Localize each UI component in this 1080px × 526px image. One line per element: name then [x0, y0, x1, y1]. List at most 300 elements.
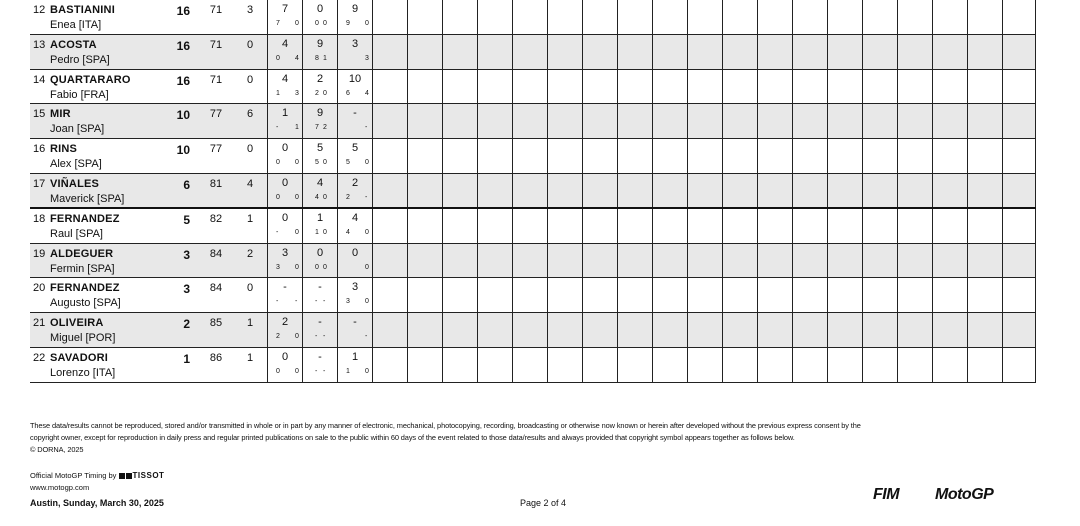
- rider-position: 19: [33, 247, 46, 260]
- race-total-points: 2: [351, 176, 359, 189]
- race-main-points: 2: [346, 193, 350, 201]
- empty-race-cell: [582, 35, 617, 69]
- points-gap-previous: 0: [246, 282, 254, 295]
- sprint-points: -: [323, 367, 326, 375]
- rider-position: 17: [33, 177, 46, 190]
- empty-race-cell: [407, 104, 442, 138]
- race-main-points: -: [315, 298, 318, 306]
- rider-firstname-nation: Maverick [SPA]: [50, 192, 125, 205]
- race-main-points: 3: [346, 298, 350, 306]
- empty-race-cell: [442, 278, 477, 312]
- race-total-points: 0: [316, 246, 324, 259]
- race-points-cell: [267, 278, 302, 312]
- empty-race-cell: [1002, 174, 1037, 207]
- empty-race-cell: [407, 70, 442, 104]
- tissot-logo: TISSOT: [119, 471, 165, 480]
- sprint-points: -: [365, 124, 368, 132]
- empty-race-cell: [582, 348, 617, 382]
- empty-race-cell: [862, 35, 897, 69]
- table-row: [30, 70, 1036, 105]
- empty-race-cell: [967, 174, 1002, 207]
- empty-race-cell: [442, 139, 477, 173]
- empty-race-cell: [477, 278, 512, 312]
- points-gap-leader: 86: [209, 351, 223, 364]
- empty-race-cell: [722, 209, 757, 243]
- empty-race-cell: [652, 104, 687, 138]
- points-gap-previous: 2: [246, 247, 254, 260]
- rider-firstname-nation: Pedro [SPA]: [50, 53, 110, 66]
- race-points-cell: [302, 0, 337, 34]
- empty-race-cell: [547, 348, 582, 382]
- table-row: [30, 35, 1036, 70]
- race-points-cell: [302, 313, 337, 347]
- table-row: [30, 278, 1036, 313]
- empty-race-cell: [757, 209, 792, 243]
- empty-race-cell: [722, 139, 757, 173]
- race-main-points: 4: [346, 228, 350, 236]
- empty-race-cell: [722, 0, 757, 34]
- race-total-points: 3: [281, 246, 289, 259]
- empty-race-cell: [582, 278, 617, 312]
- empty-race-cell: [407, 0, 442, 34]
- race-points-cell: [302, 174, 337, 207]
- empty-race-cell: [792, 0, 827, 34]
- sprint-points: -: [295, 298, 298, 306]
- points-gap-previous: 1: [246, 212, 254, 225]
- table-row: [30, 0, 1036, 35]
- race-points-cell: [337, 244, 372, 278]
- empty-race-cell: [1002, 70, 1037, 104]
- empty-race-cell: [652, 0, 687, 34]
- sprint-points: 0: [323, 89, 327, 97]
- race-total-points: 2: [281, 316, 289, 329]
- points-gap-leader: 84: [209, 247, 223, 260]
- race-total-points: 0: [281, 176, 289, 189]
- race-total-points: 10: [348, 72, 362, 85]
- empty-race-cell: [582, 174, 617, 207]
- rider-position: 13: [33, 38, 46, 51]
- empty-race-cell: [617, 0, 652, 34]
- rider-surname: RINS: [50, 143, 78, 156]
- empty-race-cell: [477, 209, 512, 243]
- empty-race-cell: [442, 70, 477, 104]
- empty-race-cell: [547, 313, 582, 347]
- empty-race-cell: [827, 278, 862, 312]
- table-row: [30, 209, 1036, 244]
- points-gap-previous: 0: [246, 73, 254, 86]
- rider-points: 1: [183, 351, 190, 366]
- empty-race-cell: [477, 0, 512, 34]
- empty-race-cell: [897, 278, 932, 312]
- empty-race-cell: [827, 209, 862, 243]
- row-right-border: [1035, 35, 1036, 69]
- empty-race-cell: [757, 313, 792, 347]
- empty-race-cell: [722, 348, 757, 382]
- race-main-points: 6: [346, 89, 350, 97]
- standings-table: [30, 0, 1036, 383]
- empty-race-cell: [512, 244, 547, 278]
- rider-surname: SAVADORI: [50, 351, 109, 364]
- rider-firstname-nation: Joan [SPA]: [50, 123, 105, 136]
- empty-race-cell: [582, 313, 617, 347]
- empty-race-cell: [792, 104, 827, 138]
- rider-surname: FERNANDEZ: [50, 212, 120, 225]
- rider-position: 16: [33, 143, 46, 156]
- race-points-cell: [337, 35, 372, 69]
- empty-race-cell: [967, 348, 1002, 382]
- rider-points: 5: [183, 212, 190, 227]
- sprint-points: 0: [323, 193, 327, 201]
- race-points-cell: [267, 209, 302, 243]
- sprint-points: 0: [365, 298, 369, 306]
- race-main-points: 0: [276, 54, 280, 62]
- empty-race-cell: [932, 278, 967, 312]
- sprint-points: 0: [295, 367, 299, 375]
- rider-position: 12: [33, 4, 46, 16]
- empty-race-cell: [442, 209, 477, 243]
- empty-race-cell: [722, 313, 757, 347]
- copyright: © DORNA, 2025: [30, 445, 84, 454]
- empty-race-cell: [617, 348, 652, 382]
- empty-race-cell: [1002, 313, 1037, 347]
- empty-race-cell: [442, 244, 477, 278]
- rider-surname: OLIVEIRA: [50, 317, 104, 330]
- race-total-points: 9: [316, 37, 324, 50]
- sprint-points: 0: [323, 159, 327, 167]
- empty-race-cell: [617, 278, 652, 312]
- empty-race-cell: [757, 35, 792, 69]
- empty-race-cell: [652, 35, 687, 69]
- empty-race-cell: [932, 313, 967, 347]
- row-right-border: [1035, 209, 1036, 243]
- row-right-border: [1035, 348, 1036, 382]
- empty-race-cell: [687, 104, 722, 138]
- empty-race-cell: [547, 35, 582, 69]
- empty-race-cell: [862, 209, 897, 243]
- empty-race-cell: [862, 348, 897, 382]
- empty-race-cell: [372, 348, 407, 382]
- rider-surname: ALDEGUER: [50, 247, 114, 260]
- sprint-points: 4: [295, 54, 299, 62]
- table-row: [30, 139, 1036, 174]
- race-main-points: 0: [276, 367, 280, 375]
- table-row: [30, 104, 1036, 139]
- disclaimer-line-1: These data/results cannot be reproduced, stored and/or transmitted in whole or in part by any manner of electronic, mechanical, photocopying, recording, broadcasting or otherwise now known or herein after developed without the previous express consent by the: [30, 421, 861, 430]
- empty-race-cell: [932, 174, 967, 207]
- rider-position: 14: [33, 73, 46, 86]
- rider-surname: FERNANDEZ: [50, 282, 120, 295]
- empty-race-cell: [372, 104, 407, 138]
- empty-race-cell: [757, 278, 792, 312]
- race-main-points: 3: [276, 263, 280, 271]
- empty-race-cell: [547, 174, 582, 207]
- rider-surname: BASTIANINI: [50, 4, 115, 16]
- empty-race-cell: [617, 35, 652, 69]
- race-main-points: -: [315, 367, 318, 375]
- empty-race-cell: [687, 70, 722, 104]
- race-points-cell: [267, 174, 302, 207]
- empty-race-cell: [792, 244, 827, 278]
- race-points-cell: [337, 104, 372, 138]
- race-points-cell: [267, 35, 302, 69]
- empty-race-cell: [757, 70, 792, 104]
- race-points-cell: [302, 244, 337, 278]
- empty-race-cell: [827, 139, 862, 173]
- empty-race-cell: [547, 209, 582, 243]
- points-gap-leader: 77: [209, 108, 223, 121]
- empty-race-cell: [897, 0, 932, 34]
- empty-race-cell: [897, 174, 932, 207]
- empty-race-cell: [757, 104, 792, 138]
- race-total-points: -: [283, 281, 287, 294]
- race-total-points: -: [353, 107, 357, 120]
- row-right-border: [1035, 0, 1036, 34]
- race-total-points: 5: [351, 142, 359, 155]
- race-points-cell: [267, 244, 302, 278]
- sprint-points: 0: [295, 333, 299, 341]
- sprint-points: -: [323, 333, 326, 341]
- empty-race-cell: [477, 244, 512, 278]
- empty-race-cell: [617, 174, 652, 207]
- empty-race-cell: [792, 35, 827, 69]
- rider-points: 2: [183, 317, 190, 332]
- empty-race-cell: [897, 209, 932, 243]
- rider-position: 20: [33, 282, 46, 295]
- empty-race-cell: [1002, 0, 1037, 34]
- empty-race-cell: [652, 244, 687, 278]
- race-total-points: 4: [351, 211, 359, 224]
- race-main-points: 4: [315, 193, 319, 201]
- empty-race-cell: [792, 348, 827, 382]
- row-right-border: [1035, 174, 1036, 207]
- empty-race-cell: [617, 104, 652, 138]
- sprint-points: 1: [295, 124, 299, 132]
- race-points-cell: [267, 313, 302, 347]
- sprint-points: 0: [295, 263, 299, 271]
- empty-race-cell: [862, 174, 897, 207]
- points-gap-leader: 71: [209, 73, 223, 86]
- empty-race-cell: [932, 139, 967, 173]
- empty-race-cell: [862, 278, 897, 312]
- points-gap-previous: 6: [246, 108, 254, 121]
- official-timing: [30, 471, 164, 480]
- sprint-points: 0: [295, 193, 299, 201]
- race-main-points: 7: [315, 124, 319, 132]
- points-gap-previous: 1: [246, 317, 254, 330]
- empty-race-cell: [652, 278, 687, 312]
- sprint-points: 0: [365, 367, 369, 375]
- empty-race-cell: [862, 244, 897, 278]
- race-points-cell: [302, 209, 337, 243]
- race-total-points: 7: [281, 3, 289, 15]
- empty-race-cell: [1002, 209, 1037, 243]
- race-total-points: 4: [281, 72, 289, 85]
- empty-race-cell: [722, 278, 757, 312]
- race-points-cell: [267, 104, 302, 138]
- race-total-points: -: [353, 316, 357, 329]
- race-points-cell: [267, 348, 302, 382]
- race-total-points: 0: [281, 211, 289, 224]
- sprint-points: 0: [295, 159, 299, 167]
- empty-race-cell: [372, 35, 407, 69]
- empty-race-cell: [582, 0, 617, 34]
- sprint-points: 1: [323, 54, 327, 62]
- race-points-cell: [337, 0, 372, 34]
- empty-race-cell: [512, 174, 547, 207]
- empty-race-cell: [827, 35, 862, 69]
- rider-surname: QUARTARARO: [50, 73, 131, 86]
- rider-firstname-nation: Augusto [SPA]: [50, 297, 121, 310]
- empty-race-cell: [792, 139, 827, 173]
- race-main-points: 0: [315, 20, 319, 27]
- empty-race-cell: [372, 313, 407, 347]
- empty-race-cell: [827, 70, 862, 104]
- empty-race-cell: [617, 209, 652, 243]
- race-points-cell: [302, 278, 337, 312]
- empty-race-cell: [757, 244, 792, 278]
- empty-race-cell: [792, 70, 827, 104]
- sprint-points: 3: [295, 89, 299, 97]
- empty-race-cell: [582, 139, 617, 173]
- race-main-points: 0: [276, 193, 280, 201]
- empty-race-cell: [547, 70, 582, 104]
- race-total-points: 1: [281, 107, 289, 120]
- race-points-cell: [267, 70, 302, 104]
- empty-race-cell: [862, 0, 897, 34]
- empty-race-cell: [687, 139, 722, 173]
- empty-race-cell: [897, 70, 932, 104]
- points-gap-leader: 82: [209, 212, 223, 225]
- race-total-points: -: [318, 281, 322, 294]
- empty-race-cell: [722, 70, 757, 104]
- rider-points: 10: [176, 143, 190, 158]
- rider-firstname-nation: Enea [ITA]: [50, 19, 102, 31]
- empty-race-cell: [407, 348, 442, 382]
- row-right-border: [1035, 139, 1036, 173]
- empty-race-cell: [512, 313, 547, 347]
- rider-firstname-nation: Fabio [FRA]: [50, 88, 109, 101]
- rider-points: 16: [176, 4, 190, 18]
- empty-race-cell: [967, 313, 1002, 347]
- disclaimer-line-2: copyright owner, except for reproduction in daily press and regular printed publications on sale to the public within 60 days of the event related to those data/results and always provided that copyright symbol appears together as follows below.: [30, 433, 795, 442]
- race-points-cell: [267, 0, 302, 34]
- empty-race-cell: [827, 348, 862, 382]
- race-main-points: 1: [276, 89, 280, 97]
- sprint-points: 0: [323, 228, 327, 236]
- empty-race-cell: [477, 35, 512, 69]
- timing-label: Official MotoGP Timing by: [30, 471, 117, 480]
- race-main-points: 1: [315, 228, 319, 236]
- empty-race-cell: [967, 104, 1002, 138]
- rider-position: 21: [33, 317, 46, 330]
- race-main-points: 2: [276, 333, 280, 341]
- race-main-points: 7: [276, 20, 280, 27]
- empty-race-cell: [407, 209, 442, 243]
- table-row: [30, 348, 1036, 383]
- empty-race-cell: [407, 313, 442, 347]
- points-gap-previous: 3: [246, 4, 254, 16]
- empty-race-cell: [477, 348, 512, 382]
- race-total-points: 0: [281, 142, 289, 155]
- website-link[interactable]: www.motogp.com: [30, 483, 90, 492]
- empty-race-cell: [512, 139, 547, 173]
- table-row: [30, 174, 1036, 209]
- empty-race-cell: [477, 174, 512, 207]
- empty-race-cell: [512, 0, 547, 34]
- rider-firstname-nation: Raul [SPA]: [50, 227, 103, 240]
- race-main-points: -: [276, 228, 279, 236]
- points-gap-leader: 71: [209, 4, 223, 16]
- empty-race-cell: [687, 348, 722, 382]
- empty-race-cell: [827, 313, 862, 347]
- empty-race-cell: [477, 313, 512, 347]
- empty-race-cell: [477, 139, 512, 173]
- footer-disclaimer: [30, 420, 1030, 456]
- empty-race-cell: [407, 278, 442, 312]
- empty-race-cell: [687, 313, 722, 347]
- empty-race-cell: [372, 244, 407, 278]
- race-total-points: 0: [351, 246, 359, 259]
- empty-race-cell: [442, 174, 477, 207]
- empty-race-cell: [547, 278, 582, 312]
- race-points-cell: [302, 104, 337, 138]
- race-total-points: -: [318, 316, 322, 329]
- points-gap-leader: 77: [209, 143, 223, 156]
- race-total-points: 0: [316, 3, 324, 15]
- empty-race-cell: [687, 35, 722, 69]
- race-points-cell: [302, 70, 337, 104]
- empty-race-cell: [792, 278, 827, 312]
- empty-race-cell: [897, 104, 932, 138]
- rider-firstname-nation: Miguel [POR]: [50, 332, 116, 345]
- empty-race-cell: [827, 0, 862, 34]
- row-right-border: [1035, 313, 1036, 347]
- race-points-cell: [337, 209, 372, 243]
- rider-position: 18: [33, 212, 46, 225]
- empty-race-cell: [897, 35, 932, 69]
- rider-points: 6: [183, 177, 190, 192]
- empty-race-cell: [932, 35, 967, 69]
- empty-race-cell: [512, 70, 547, 104]
- empty-race-cell: [372, 70, 407, 104]
- empty-race-cell: [722, 104, 757, 138]
- race-main-points: -: [276, 124, 279, 132]
- rider-firstname-nation: Fermin [SPA]: [50, 262, 115, 275]
- empty-race-cell: [827, 244, 862, 278]
- empty-race-cell: [757, 139, 792, 173]
- empty-race-cell: [827, 174, 862, 207]
- empty-race-cell: [547, 0, 582, 34]
- points-gap-leader: 84: [209, 282, 223, 295]
- empty-race-cell: [967, 209, 1002, 243]
- sprint-points: 4: [365, 89, 369, 97]
- empty-race-cell: [792, 174, 827, 207]
- empty-race-cell: [967, 278, 1002, 312]
- race-main-points: 1: [346, 367, 350, 375]
- race-total-points: -: [318, 350, 322, 363]
- empty-race-cell: [862, 313, 897, 347]
- sprint-points: 0: [295, 228, 299, 236]
- empty-race-cell: [442, 313, 477, 347]
- empty-race-cell: [372, 209, 407, 243]
- sprint-points: 0: [323, 20, 327, 27]
- empty-race-cell: [372, 0, 407, 34]
- empty-race-cell: [407, 139, 442, 173]
- rider-position: 22: [33, 351, 46, 364]
- race-points-cell: [337, 313, 372, 347]
- rider-points: 16: [176, 73, 190, 88]
- points-gap-previous: 0: [246, 38, 254, 51]
